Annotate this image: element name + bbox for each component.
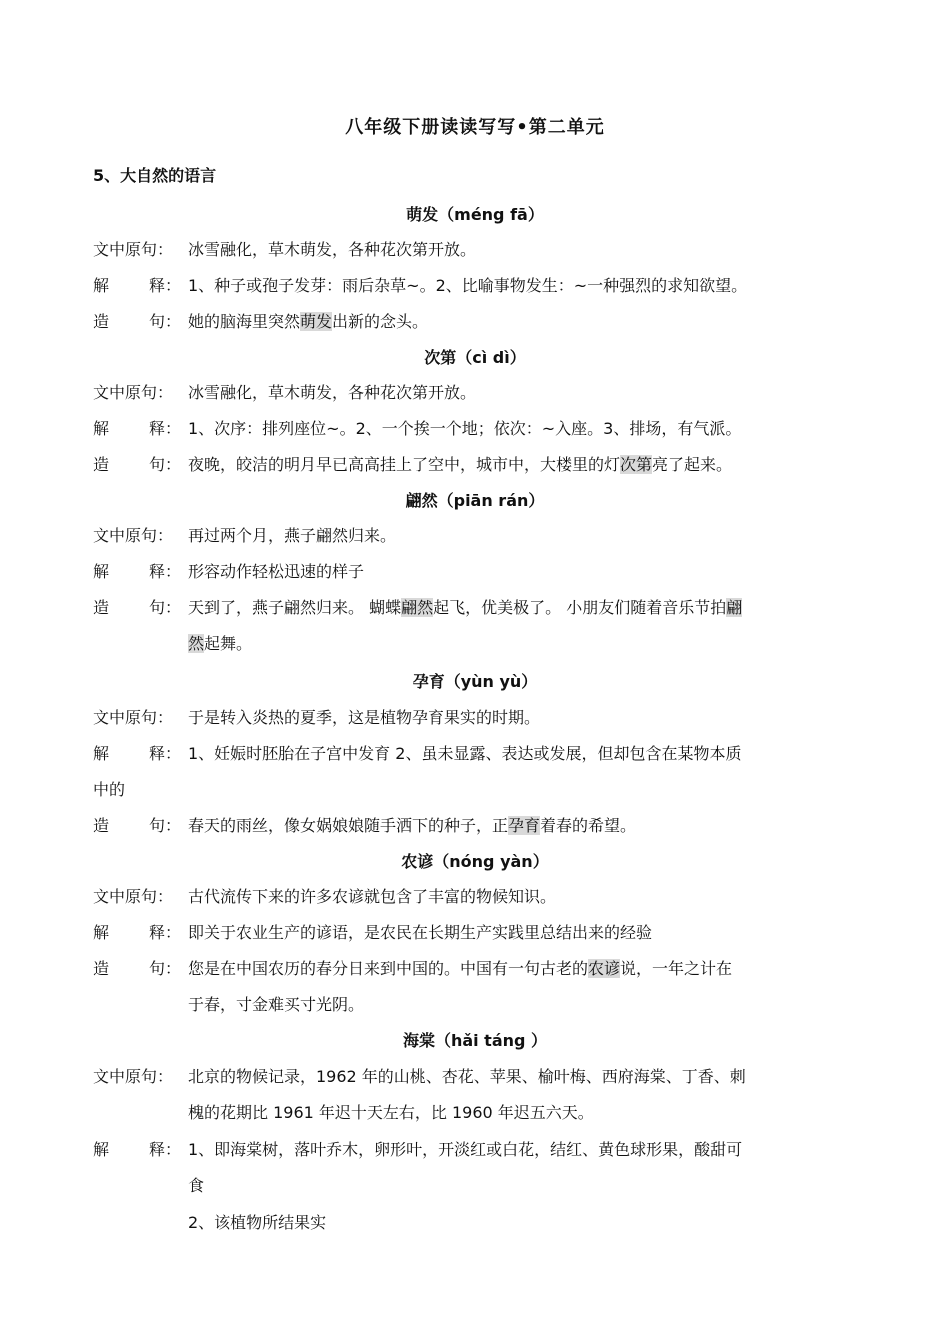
term-heading: 孕育（yùn yù） [412, 672, 538, 691]
term-heading: 萌发（méng fā） [406, 205, 544, 224]
explain-text: 1、即海棠树，落叶乔木，卵形叶，开淡红或白花，结红、黄色球形果，酸甜可 [188, 1140, 743, 1159]
explain-continuation: 食 [188, 1176, 205, 1195]
original-row [93, 380, 863, 416]
original-label: 文中原句： [93, 526, 174, 545]
original-text: 北京的物候记录，1962 年的山桃、杏花、苹果、榆叶梅、西府海棠、丁香、刺 [188, 1067, 746, 1086]
original-label: 文中原句： [93, 708, 174, 727]
sentence-row: 造 句： 您是在中国农历的春分日来到中国的。中国有一句古老的农谚说，一年之计在 [93, 956, 863, 992]
highlighted-term: 翩然 [401, 598, 434, 617]
explain-text: 即关于农业生产的谚语，是农民在长期生产实践里总结出来的经验 [188, 923, 653, 942]
page-title: 八年级下册读读写写•第二单元 [345, 117, 605, 138]
section-heading: 5、大自然的语言 [93, 166, 217, 185]
original-label: 文中原句： [93, 383, 174, 402]
original-label: 文中原句： [93, 1067, 174, 1086]
sentence-row: 造 句： 春天的雨丝，像女娲娘娘随手洒下的种子，正孕育着春的希望。 [93, 813, 863, 849]
explain-text: 中的 [93, 780, 126, 799]
term-heading: 海棠（hǎi táng ） [402, 1031, 548, 1050]
term-heading: 次第（cì dì） [424, 348, 526, 367]
explain-continuation: 2、该植物所结果实 [188, 1213, 327, 1232]
original-continuation: 槐的花期比 1961 年迟十天左右，比 1960 年迟五六天。 [188, 1103, 594, 1122]
sentence-row: 造 句： 天到了，燕子翩然归来。 蝴蝶翩然起飞，优美极了。 小朋友们随着音乐节拍翩 [93, 595, 863, 631]
explain-continuation [93, 777, 863, 813]
explain-row: 解 释： 1、种子或孢子发芽：雨后杂草~。2、比喻事物发生：~一种强烈的求知欲望。 [93, 273, 863, 309]
explain-text: 1、种子或孢子发芽：雨后杂草~。2、比喻事物发生：~一种强烈的求知欲望。 [188, 276, 748, 295]
highlighted-term: 农谚 [588, 959, 621, 978]
original-label: 文中原句： [93, 240, 174, 259]
highlighted-term: 翩 [726, 598, 743, 617]
sentence-text: 夜晚，皎洁的明月早已高高挂上了空中，城市中，大楼里的灯次第亮了起来。 [188, 455, 733, 474]
original-row [93, 705, 863, 741]
original-text: 冰雪融化，草木萌发，各种花次第开放。 [188, 240, 477, 259]
original-text: 冰雪融化，草木萌发，各种花次第开放。 [188, 383, 477, 402]
highlighted-term: 然 [188, 634, 205, 653]
explain-row: 解 释： 形容动作轻松迅速的样子 [93, 559, 863, 595]
original-row [93, 1064, 863, 1100]
original-row [93, 523, 863, 559]
sentence-row: 造 句： 她的脑海里突然萌发出新的念头。 [93, 309, 863, 345]
explain-row: 解 释： 即关于农业生产的谚语，是农民在长期生产实践里总结出来的经验 [93, 920, 863, 956]
sentence-text: 春天的雨丝，像女娲娘娘随手洒下的种子，正孕育着春的希望。 [188, 816, 637, 835]
sentence-text: 她的脑海里突然萌发出新的念头。 [188, 312, 429, 331]
explain-text: 形容动作轻松迅速的样子 [188, 562, 365, 581]
explain-row: 解 释： 1、次序：排列座位~。2、一个挨一个地；依次：~入座。3、排场，有气派。 [93, 416, 863, 452]
original-label: 文中原句： [93, 887, 174, 906]
original-row [93, 237, 863, 273]
original-text: 古代流传下来的许多农谚就包含了丰富的物候知识。 [188, 887, 557, 906]
original-text: 再过两个月，燕子翩然归来。 [188, 526, 397, 545]
sentence-continuation: 于春，寸金难买寸光阴。 [188, 995, 365, 1014]
sentence-row: 造 句： 夜晚，皎洁的明月早已高高挂上了空中，城市中，大楼里的灯次第亮了起来。 [93, 452, 863, 488]
sentence-continuation: 然起舞。 [188, 634, 253, 653]
term-heading: 农谚（nóng yàn） [401, 852, 549, 871]
explain-row: 解 释： 1、妊娠时胚胎在子宫中发育 2、虽未显露、表达或发展，但却包含在某物本质 [93, 741, 863, 777]
explain-row: 解 释： 1、即海棠树，落叶乔木，卵形叶，开淡红或白花，结红、黄色球形果，酸甜可 [93, 1137, 863, 1173]
sentence-text: 您是在中国农历的春分日来到中国的。中国有一句古老的农谚说，一年之计在 [188, 959, 733, 978]
explain-text: 1、次序：排列座位~。2、一个挨一个地；依次：~入座。3、排场，有气派。 [188, 419, 742, 438]
explain-text: 1、妊娠时胚胎在子宫中发育 2、虽未显露、表达或发展，但却包含在某物本质 [188, 744, 742, 763]
term-heading: 翩然（piān rán） [405, 491, 545, 510]
highlighted-term: 萌发 [300, 312, 333, 331]
highlighted-term: 孕育 [508, 816, 541, 835]
sentence-text: 天到了，燕子翩然归来。 蝴蝶翩然起飞，优美极了。 小朋友们随着音乐节拍翩 [188, 598, 743, 617]
highlighted-term: 次第 [620, 455, 653, 474]
original-text: 于是转入炎热的夏季，这是植物孕育果实的时期。 [188, 708, 541, 727]
original-row [93, 884, 863, 920]
